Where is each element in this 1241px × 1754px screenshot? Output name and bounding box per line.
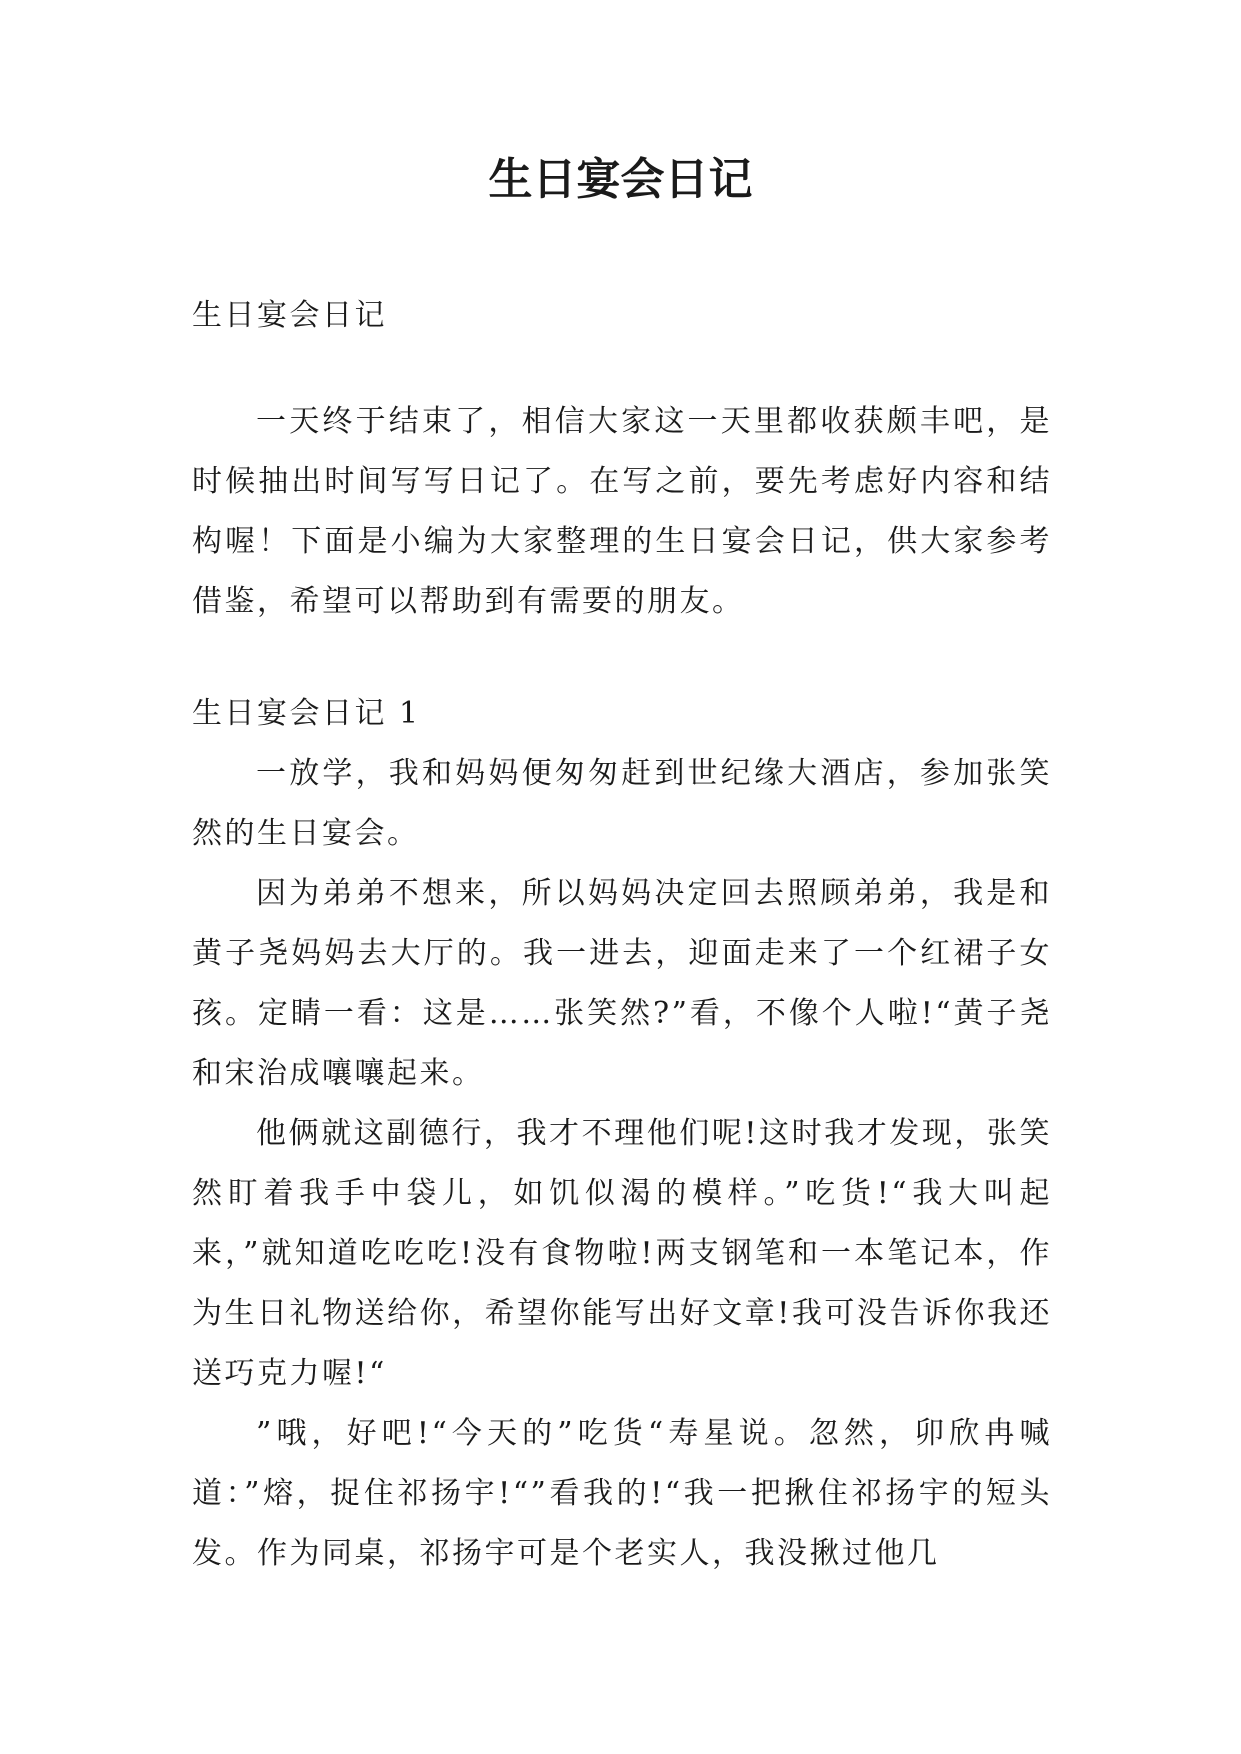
document-body	[192, 286, 1052, 1584]
body-paragraph: ”哦，好吧!“今天的”吃货“寿星说。忽然，卯欣冉喊道：”熔，捉住祁扬宇!“”看我的!“我一把揪住祁扬宇的短头发。作为同桌，祁扬宇可是个老实人，我没揪过他几	[192, 1416, 1052, 1571]
spacer	[192, 346, 1052, 392]
spacer	[192, 632, 1052, 684]
intro-paragraph: 一天终于结束了，相信大家这一天里都收获颇丰吧，是时候抽出时间写写日记了。在写之前，要先考虑好内容和结构喔！下面是小编为大家整理的生日宴会日记，供大家参考借鉴，希望可以帮助到有需要的朋友。	[192, 404, 1052, 619]
body-paragraph: 因为弟弟不想来，所以妈妈决定回去照顾弟弟，我是和黄子尧妈妈去大厅的。我一进去，迎面走来了一个红裙子女孩。定睛一看：这是……张笑然?”看，不像个人啦!“黄子尧和宋治成嚷嚷起来。	[192, 876, 1052, 1091]
body-paragraph: 一放学，我和妈妈便匆匆赶到世纪缘大酒店，参加张笑然的生日宴会。	[192, 756, 1052, 851]
subtitle: 生日宴会日记	[192, 298, 387, 333]
section-heading: 生日宴会日记 1	[192, 696, 421, 731]
body-paragraph: 他俩就这副德行，我才不理他们呢!这时我才发现，张笑然盯着我手中袋儿，如饥似渴的模样。”吃货!“我大叫起来，”就知道吃吃吃!没有食物啦!两支钢笔和一本笔记本，作为生日礼物送给你，希望你能写出好文章!我可没告诉你我还送巧克力喔!“	[192, 1116, 1052, 1391]
document-title: 生日宴会日记	[488, 154, 753, 205]
